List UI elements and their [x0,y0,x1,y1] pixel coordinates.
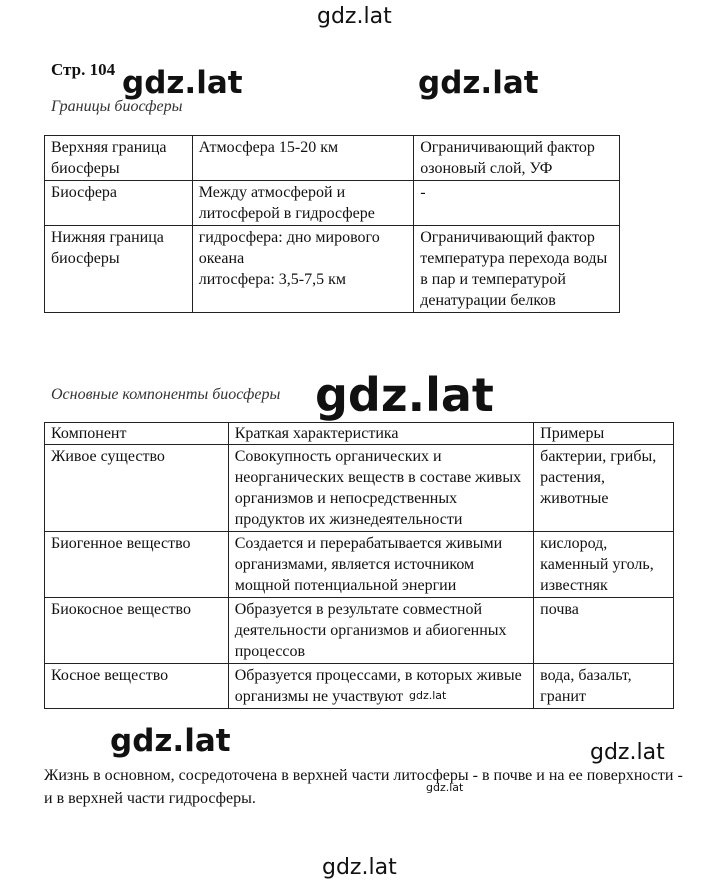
table-header-cell: Примеры [534,423,674,445]
watermark: gdz.lat [426,781,464,794]
table-cell: почва [534,598,674,664]
table-cell: Атмосфера 15-20 км [192,136,414,181]
watermark: gdz.lat [418,65,539,101]
section-caption-components: Основные компоненты биосферы [51,386,281,403]
watermark: gdz.lat [409,689,447,702]
table-cell: Образуется процессами, в которых живые организмы не участвуют [228,664,533,709]
table-cell: Ограничивающий фактор озоновый слой, УФ [414,136,620,181]
table-row [45,136,620,181]
conclusion-text: Жизнь в основном, сосредоточена в верхней части литосферы - в почве и на ее поверхности - и в верхней части гидросферы. [44,767,683,807]
table-cell: Образуется в результате совместной деятельности организмов и абиогенных процессов [228,598,533,664]
table-cell [192,226,414,313]
watermark: gdz.lat [110,723,231,759]
table-cell: бактерии, грибы, растения, животные [534,445,674,532]
section-caption-boundaries: Границы биосферы [51,98,183,115]
watermark: gdz.lat [317,4,392,29]
table-cell: Биокосное вещество [45,598,229,664]
table-cell: - [414,181,620,226]
table-row [45,664,674,709]
table-cell: Совокупность органических и неорганических веществ в составе живых организмов и непосредственных продуктов их жизнедеятельности [228,445,533,532]
page-label: Стр. 104 [51,60,116,79]
hydrosphere-limit: гидросфера: дно мирового океана [198,229,380,267]
table-cell: Верхняя граница биосферы [45,136,193,181]
watermark: gdz.lat [322,855,397,880]
watermark: gdz.lat [590,740,665,765]
table-cell: вода, базальт, гранит [534,664,674,709]
table-row [45,226,620,313]
table-row [45,532,674,598]
table-row [45,181,620,226]
table-cell: Косное вещество [45,664,229,709]
table-cell: Ограничивающий фактор температура перехода воды в пар и температурой денатурации белков [414,226,620,313]
table-cell: Создается и перерабатывается живыми организмами, является источником мощной потенциальной энергии [228,532,533,598]
table-header-cell: Компонент [45,423,229,445]
table-cell: кислород, каменный уголь, известняк [534,532,674,598]
table-cell: Биогенное вещество [45,532,229,598]
table-row [45,598,674,664]
biosphere-boundaries-table [44,135,620,313]
biosphere-components-table [44,422,674,709]
watermark: gdz.lat [122,65,243,101]
table-cell: Между атмосферой и литосферой в гидросфере [192,181,414,226]
table-header-row [45,423,674,445]
table-header-cell: Краткая характеристика [228,423,533,445]
watermark: gdz.lat [315,368,494,422]
table-cell: Биосфера [45,181,193,226]
table-row [45,445,674,532]
table-cell: Нижняя граница биосферы [45,226,193,313]
table-cell: Живое существо [45,445,229,532]
lithosphere-limit: литосфера: 3,5-7,5 км [198,271,346,288]
